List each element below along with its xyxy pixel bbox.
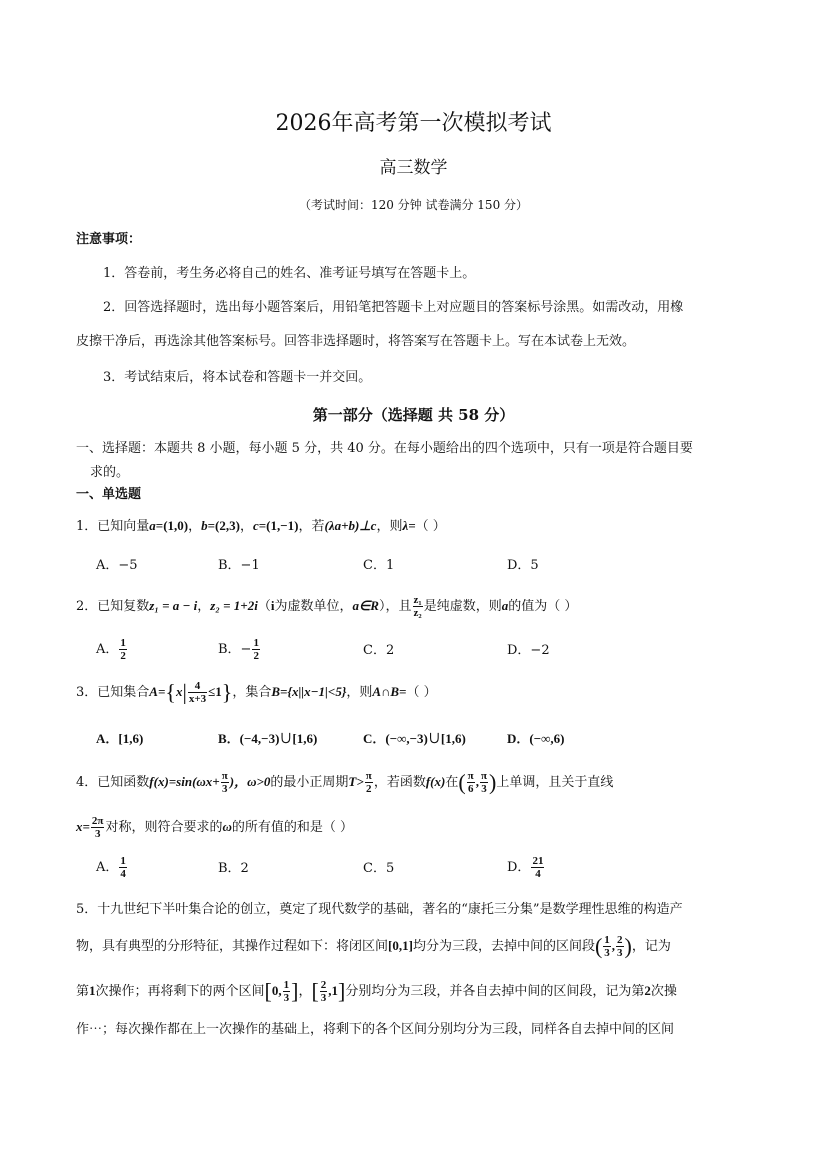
part1-title: 第一部分（选择题 共 58 分） [312, 406, 515, 424]
q3-intersection: A∩B= [372, 684, 407, 699]
q2-tail: 的值为（ ） [508, 599, 578, 614]
q1-option-b: B．−1 [218, 558, 260, 573]
q2-i: i [270, 598, 275, 613]
q4-option-b: B．2 [218, 861, 249, 876]
q2-a: a [501, 598, 509, 613]
q1-stem: 1．已知向量 [76, 519, 150, 534]
q3-set-a: A= [149, 684, 166, 699]
q2-sep: ， [197, 599, 211, 614]
question-3: 3．已知集合A={x| $\frac{4}{x+3}$ ≤1}，集合B={x||x−1|<5}，则A∩B=（ ） [76, 679, 437, 705]
q2-mid1: （ [257, 599, 271, 614]
question-5-line-1: 5．十九世纪下半叶集合论的创立，奠定了现代数学的基础，著名的“康托三分集”是数学理性思维的构造产 [76, 902, 683, 917]
q3-option-c: C．(−∞,−3)∪[1,6) [363, 731, 466, 746]
q3-set-b: B={x||x−1|<5} [271, 684, 347, 699]
q1-vector-c: c [252, 518, 259, 533]
q1-vector-a-value: =(1,0) [155, 518, 189, 533]
q2-stem: 2．已知复数 [76, 599, 150, 614]
q4-omega-positive: ，ω>0 [234, 774, 271, 789]
q3-option-b: B．(−4,−3)∪[1,6) [218, 731, 318, 746]
q2-ratio: $\frac{\text{z₁}}{\text{z₂}}$ [413, 594, 422, 619]
q2-mid4: 是纯虚数，则 [423, 599, 502, 614]
q2-option-c: C．2 [363, 643, 395, 658]
q1-option-c: C．1 [363, 558, 395, 573]
q1-vector-c-value: =(1,−1) [258, 518, 299, 533]
section-single-choice: 一、单选题 [76, 487, 142, 502]
q3-mid: ，集合 [232, 685, 272, 700]
q1-tail: ，则 [376, 519, 403, 534]
q3-stem: 3．已知集合 [76, 685, 150, 700]
notice-item-1: 1．答卷前，考生务必将自己的姓名、准考证号填写在答题卡上。 [103, 266, 476, 281]
question-2 [76, 594, 577, 619]
q4-function: f(x)=sin(ωx+ [149, 774, 220, 789]
q4-option-a: A． $\frac{1}{4}$ [96, 855, 126, 880]
q1-option-d: D．5 [507, 558, 539, 573]
q3-option-d: D．(−∞,6) [507, 731, 565, 746]
q1-paren: （ ） [415, 519, 446, 534]
q3-paren: （ ） [406, 685, 437, 700]
q3-tail: ，则 [346, 685, 373, 700]
q2-option-a: A． $\frac{1}{2}$ [96, 637, 126, 662]
question-4-cont: x= $\frac{2\pi}{3}$ 对称，则符合要求的ω的所有值的和是（ ） [76, 815, 354, 840]
part1-intro-1: 一、选择题：本题共 8 小题，每小题 5 分，共 40 分。在每小题给出的四个选项中，只有一项是符合题目要 [76, 441, 693, 456]
notice-heading: 注意事项： [76, 232, 142, 247]
question-5-line-4: 作⋯；每次操作都在上一次操作的基础上，将剩下的各个区间分别均分为三段，同样各自去掉中间的区间 [76, 1022, 675, 1037]
q3-set-a-fraction: $\frac{4}{x+3}$ [188, 680, 207, 705]
notice-item-2: 2．回答选择题时，选出每小题答案后，用铅笔把答题卡上对应题目的答案标号涂黑。如需改动，用橡 [103, 300, 684, 315]
question-4: 4．已知函数f(x)=sin(ωx+ $\frac{\pi}{3}$ )，ω>0的最小正周期T> $\frac{\pi}{2}$ ，若函数f(x)在( $\frac{\pi}{6}$ , $\frac{\pi}{3}$ )上单调，且关于直线 [76, 769, 614, 795]
q2-mid2: 为虚数单位， [274, 599, 353, 614]
q1-mid: ，若 [298, 519, 325, 534]
notice-item-3: 3．考试结束后，将本试卷和答题卡一并交回。 [103, 370, 372, 385]
part1-intro-2: 求的。 [90, 465, 130, 480]
q1-option-a: A．−5 [96, 558, 138, 573]
notice-item-2-cont: 皮擦干净后，再选涂其他答案标号。回答非选择题时，将答案写在答题卡上。写在本试卷上无效。 [76, 334, 636, 349]
q2-option-b: B．− $\frac{1}{2}$ [218, 637, 259, 662]
q4-option-d: D． $\frac{21}{4}$ [507, 855, 544, 880]
exam-subtitle: 高三数学 [379, 158, 448, 178]
q1-lambda: λ= [402, 518, 416, 533]
q1-condition: (λa+b)⊥c [324, 518, 377, 533]
q2-a-in-r: a∈R [352, 598, 379, 613]
q1-vector-a: a [149, 518, 156, 533]
q4-period: T> [348, 774, 364, 789]
q2-z2: z₂ = 1+2i [210, 598, 258, 613]
exam-info: （考试时间：120 分钟 试卷满分 150 分） [298, 198, 529, 212]
exam-title: 2026年高考第一次模拟考试 [275, 111, 552, 136]
q2-option-d: D．−2 [507, 643, 550, 658]
question-5-line-2: 物，具有典型的分形特征，其操作过程如下：将闭区间[0,1]均分为三段，去掉中间的区间段( $\frac{1}{3}$ , $\frac{2}{3}$ )，记为 [76, 933, 671, 959]
q4-stem: 4．已知函数 [76, 775, 150, 790]
question-1: 1．已知向量a=(1,0)，b=(2,3)，c=(1,−1)，若(λa+b)⊥c，则λ=（ ） [76, 518, 446, 534]
question-5-line-3: 第1次操作；再将剩下的两个区间[0, $\frac{1}{3}$ ]，[ $\frac{2}{3}$ ,1]分别均分为三段，并各自去掉中间的区间段，记为第2次操 [76, 978, 677, 1004]
q1-vector-b: b [201, 518, 208, 533]
q3-option-a: A．[1,6) [96, 731, 144, 746]
q2-z1: z₁ = a − i [149, 598, 198, 613]
q2-mid3: ），且 [378, 599, 412, 614]
q4-option-c: C．5 [363, 861, 395, 876]
q1-vector-b-value: =(2,3) [207, 518, 240, 533]
